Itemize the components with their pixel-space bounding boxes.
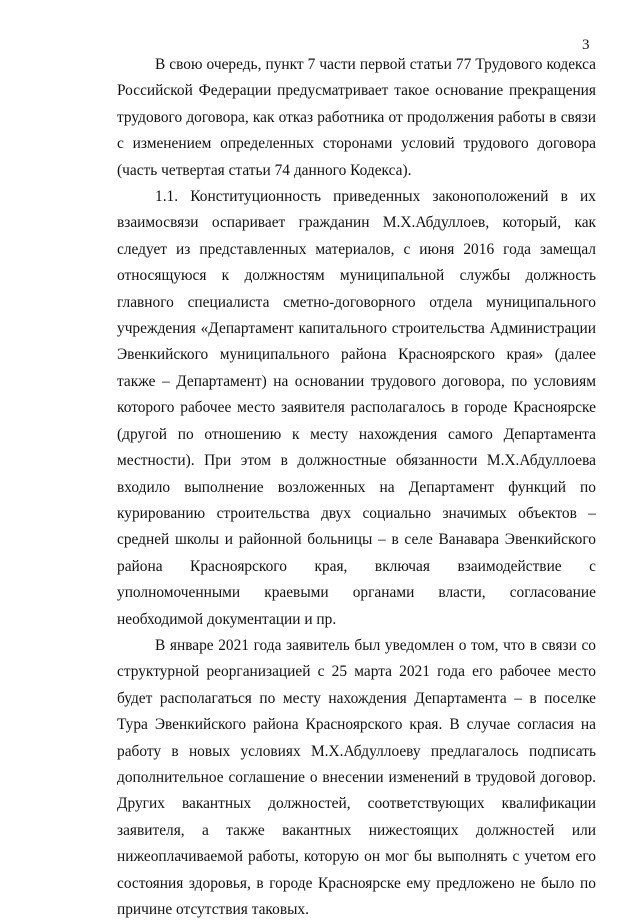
paragraph-article-77: В свою очередь, пункт 7 части первой статьи 77 Трудового кодекса Российской Федерации предусматривает такое основание прекращения трудового договора, как отказ работника от продолжения работы в связи с изменением определенных сторонами условий трудового договора (часть четвертая статьи 74 данного Кодекса).: [117, 56, 596, 179]
page-number: 3: [582, 37, 590, 53]
paragraph-1-1-applicant-background: 1.1. Конституционность приведенных законоположений в их взаимосвязи оспаривает гражданин М.Х.Абдуллоев, который, как следует из представленных материалов, с июня 2016 года замещал относящуюся к должностям муниципальной службы должность главного специалиста сметно-договорного отдела муниципального учреждения «Департамент капитального строительства Администрации Эвенкийского муниципального района Красноярского края» (далее также – Департамент) на основании трудового договора, по условиям которого рабочее место заявителя располагалось в городе Красноярске (другой по отношению к месту нахождения самого Департамента местности). При этом в должностные обязанности М.Х.Абдуллоева входило выполнение возложенных на Департамент функций по курированию строительства двух социально значимых объектов – средней школы и районной больницы – в селе Ванавара Эвенкийского района Красноярского края, включая взаимодействие с уполномоченными краевыми органами власти, согласование необходимой документации и пр.: [117, 188, 596, 628]
document-body: [117, 52, 596, 923]
paragraph-january-2021-notice: В январе 2021 года заявитель был уведомлен о том, что в связи со структурной реорганизацией с 25 марта 2021 года его рабочее место будет располагаться по месту нахождения Департамента – в поселке Тура Эвенкийского района Красноярского края. В случае согласия на работу в новых условиях М.Х.Абдуллоеву предлагалось подписать дополнительное соглашение о внесении изменений в трудовой договор. Других вакантных должностей, соответствующих квалификации заявителя, а также вакантных нижестоящих должностей или нижеоплачиваемой работы, которую он мог бы выполнять с учетом его состояния здоровья, в городе Красноярске ему предложено не было по причине отсутствия таковых.: [117, 636, 596, 918]
